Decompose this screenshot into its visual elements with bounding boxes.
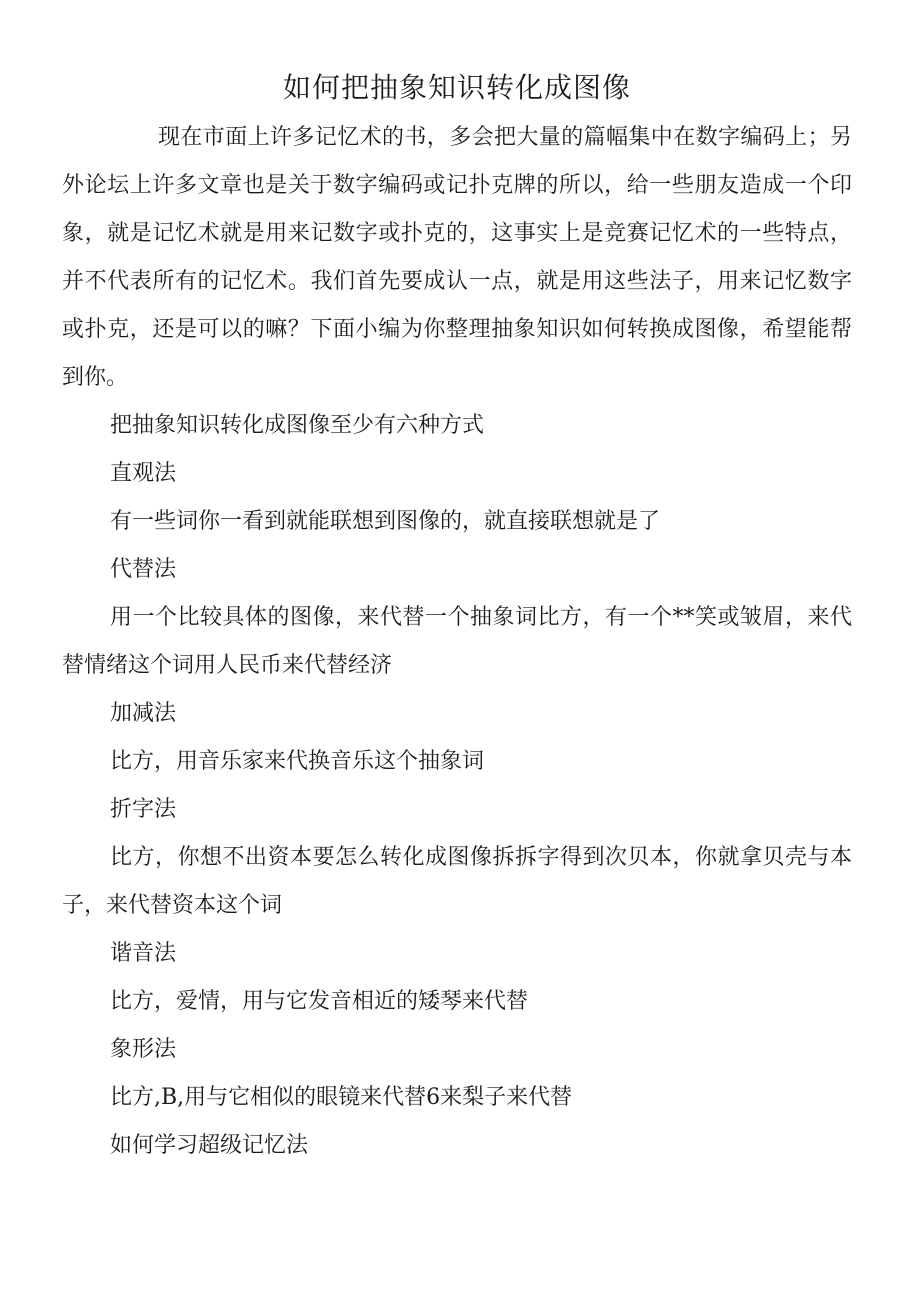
method-body-pictographic: 比方,B,用与它相似的眼镜来代替6来梨子来代替 — [110, 1085, 573, 1110]
document-title: 如何把抽象知识转化成图像 — [282, 71, 631, 104]
intro-paragraph: 现在市面上许多记忆术的书，多会把大量的篇幅集中在数字编码上；另外论坛上许多文章也是关于数字编码或记扑克牌的所以，给一些朋友造成一个印象，就是记忆术就是用来记数字或扑克的，这事实上是竞赛记忆术的一些特点，并不代表所有的记忆术。我们首先要成认一点，就是用这些法子，用来记忆数字或扑克，还是可以的嘛？下面小编为你整理抽象知识如何转换成图像，希望能帮到你。 — [62, 125, 852, 390]
closing-heading: 如何学习超级记忆法 — [110, 1133, 309, 1158]
methods-summary: 把抽象知识转化成图像至少有六种方式 — [110, 413, 485, 438]
method-body-homophone: 比方，爱情，用与它发音相近的矮琴来代替 — [110, 989, 529, 1014]
method-body-intuitive: 有一些词你一看到就能联想到图像的，就直接联想就是了 — [110, 509, 661, 534]
method-heading-intuitive: 直观法 — [110, 461, 177, 486]
method-heading-split-character: 折字法 — [110, 797, 177, 822]
method-heading-substitution: 代替法 — [110, 557, 177, 582]
method-body-add-subtract: 比方，用音乐家来代换音乐这个抽象词 — [110, 749, 485, 774]
method-heading-add-subtract: 加减法 — [110, 701, 177, 726]
method-heading-pictographic: 象形法 — [110, 1037, 177, 1062]
method-heading-homophone: 谐音法 — [110, 941, 177, 966]
method-body-substitution: 用一个比较具体的图像，来代替一个抽象词比方，有一个**笑或皱眉，来代替情绪这个词用人民币来代替经济 — [62, 605, 852, 678]
document-page — [62, 64, 852, 1170]
method-body-split-character: 比方，你想不出资本要怎么转化成图像拆拆字得到次贝本，你就拿贝壳与本子，来代替资本这个词 — [62, 845, 852, 918]
